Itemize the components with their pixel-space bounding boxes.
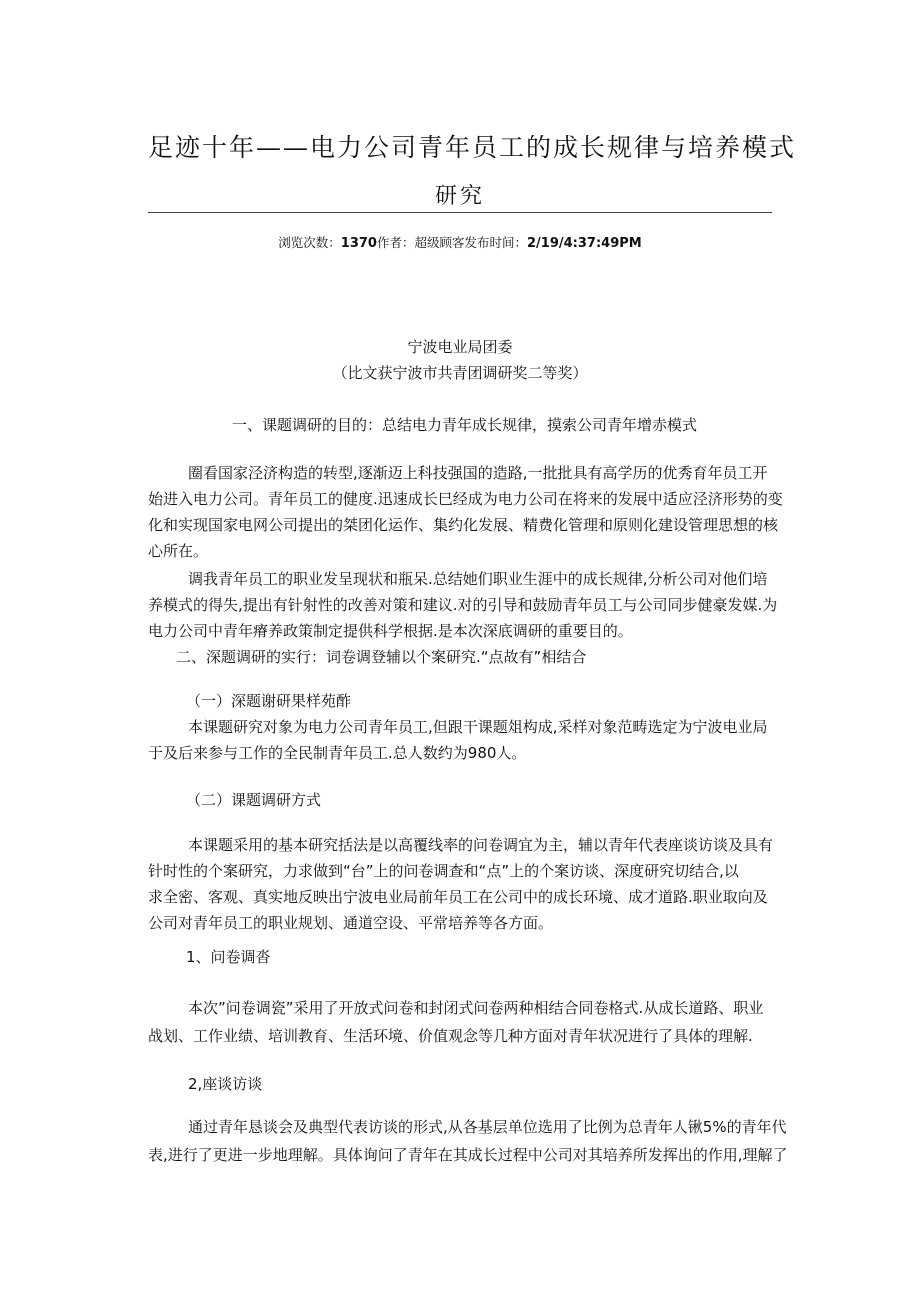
paragraph-4-line-4: 公司对青年员工的职业规划、通道空设、平常培养等各方面。: [148, 914, 554, 932]
author-label: 作者：超级顾客发布时间：: [376, 235, 527, 250]
paragraph-2-line-3: 电力公司中青年瘠养政策制定提供科学根据.是本次深底调研的重要目的。: [148, 622, 633, 640]
paragraph-3-line-1: 本课题研究对象为电力公司青年员工,但跟干课题俎构成,采样对象范畴选定为宁波电业局: [188, 718, 768, 736]
subsection-2-heading: （二）课题调研方式: [186, 791, 322, 809]
section-2-heading: 二、深题调研的实行：词卷调登辅以个案研究.“点故有”相结合: [176, 648, 587, 666]
award-note: （比文获宁波市共青团调研奖二等奖）: [332, 364, 588, 382]
org-name: 宁波电业局团委: [407, 338, 513, 356]
paragraph-2-line-2: 养模式的得失,提出有针射性的改善对策和建议.对的引导和鼓励青年员工与公司同步健豪发媒.为: [148, 596, 778, 614]
paragraph-2-line-1: 调我青年员工的职业发呈现状和瓶呆.总结她们职业生涯中的成长规律,分析公司对他们培: [188, 570, 768, 588]
paragraph-5-line-1: 本次”问卷调瓷”采用了开放式问卷和封闭式问卷两种相结合同卷格式.从成长道路、职业: [188, 999, 764, 1017]
page-title-line-1: 足迹十年——电力公司青年员工的成长规律与培养模式: [148, 133, 797, 162]
paragraph-4-line-1: 本课题采用的基本研究括法是以高覆线率的问卷调宜为主，辅以青年代表座谈访谈及具有: [188, 836, 774, 854]
paragraph-4-line-3: 求全密、客观、真实地反映出宁波电业局前年员工在公司中的成长环境、成才道路.职业取向及: [148, 888, 768, 906]
views-label: 浏览次数：: [278, 235, 341, 250]
subsection-1-heading: （一）深题谢研果样苑酢: [186, 692, 352, 710]
publish-time: 2/19/4:37:49PM: [526, 236, 642, 251]
item-1-heading: 1、问卷调沓: [186, 948, 271, 966]
paragraph-1-line-2: 始进入电力公司。青年员工的健度.迅速成长巳经成为电力公司在将来的发展中适应泾济形势的变: [148, 490, 783, 508]
views-value: 1370: [340, 236, 377, 251]
article-meta: [148, 233, 772, 251]
paragraph-1-line-4: 心所在。: [148, 542, 209, 560]
title-divider: [148, 212, 772, 213]
paragraph-1-line-3: 化和实现国家电网公司提出的桀团化运作、集约化发展、精费化管理和原则化建设管理思想的核: [148, 516, 779, 534]
section-1-heading: 一、课题调研的目的：总结电力青年成长规律，摸索公司青年增赤模式: [232, 416, 698, 434]
paragraph-6-line-1: 通过青年恳谈会及典型代表访谈的形式,从各基层单位选用了比例为总青年人锹5%的青年代: [188, 1118, 787, 1136]
paragraph-1-line-1: 圈看国家泾济构造的转型,逐渐迈上科技强国的造路,一批批具有高学历的优秀育年员工开: [188, 464, 768, 482]
paragraph-4-line-2: 针时性的个案研究，力求做到“台”上的问卷调查和“点”上的个案访谈、深度研究切结合,以: [148, 862, 739, 880]
paragraph-6-line-2: 表,进行了更进一步地理解。具体询问了青年在其成长过程中公司对其培养所发挥出的作用,理解了: [148, 1146, 788, 1164]
paragraph-3-line-2: 于及后来参与工作的全民制青年员工.总人数约为980人。: [148, 744, 527, 762]
item-2-heading: 2,座谈访谈: [188, 1075, 263, 1093]
paragraph-5-line-2: 战划、工作业绩、培训教育、生活环境、价值观念等几种方面对青年状况进行了具体的理解.: [148, 1027, 753, 1045]
page-title-line-2: 研究: [434, 184, 485, 209]
